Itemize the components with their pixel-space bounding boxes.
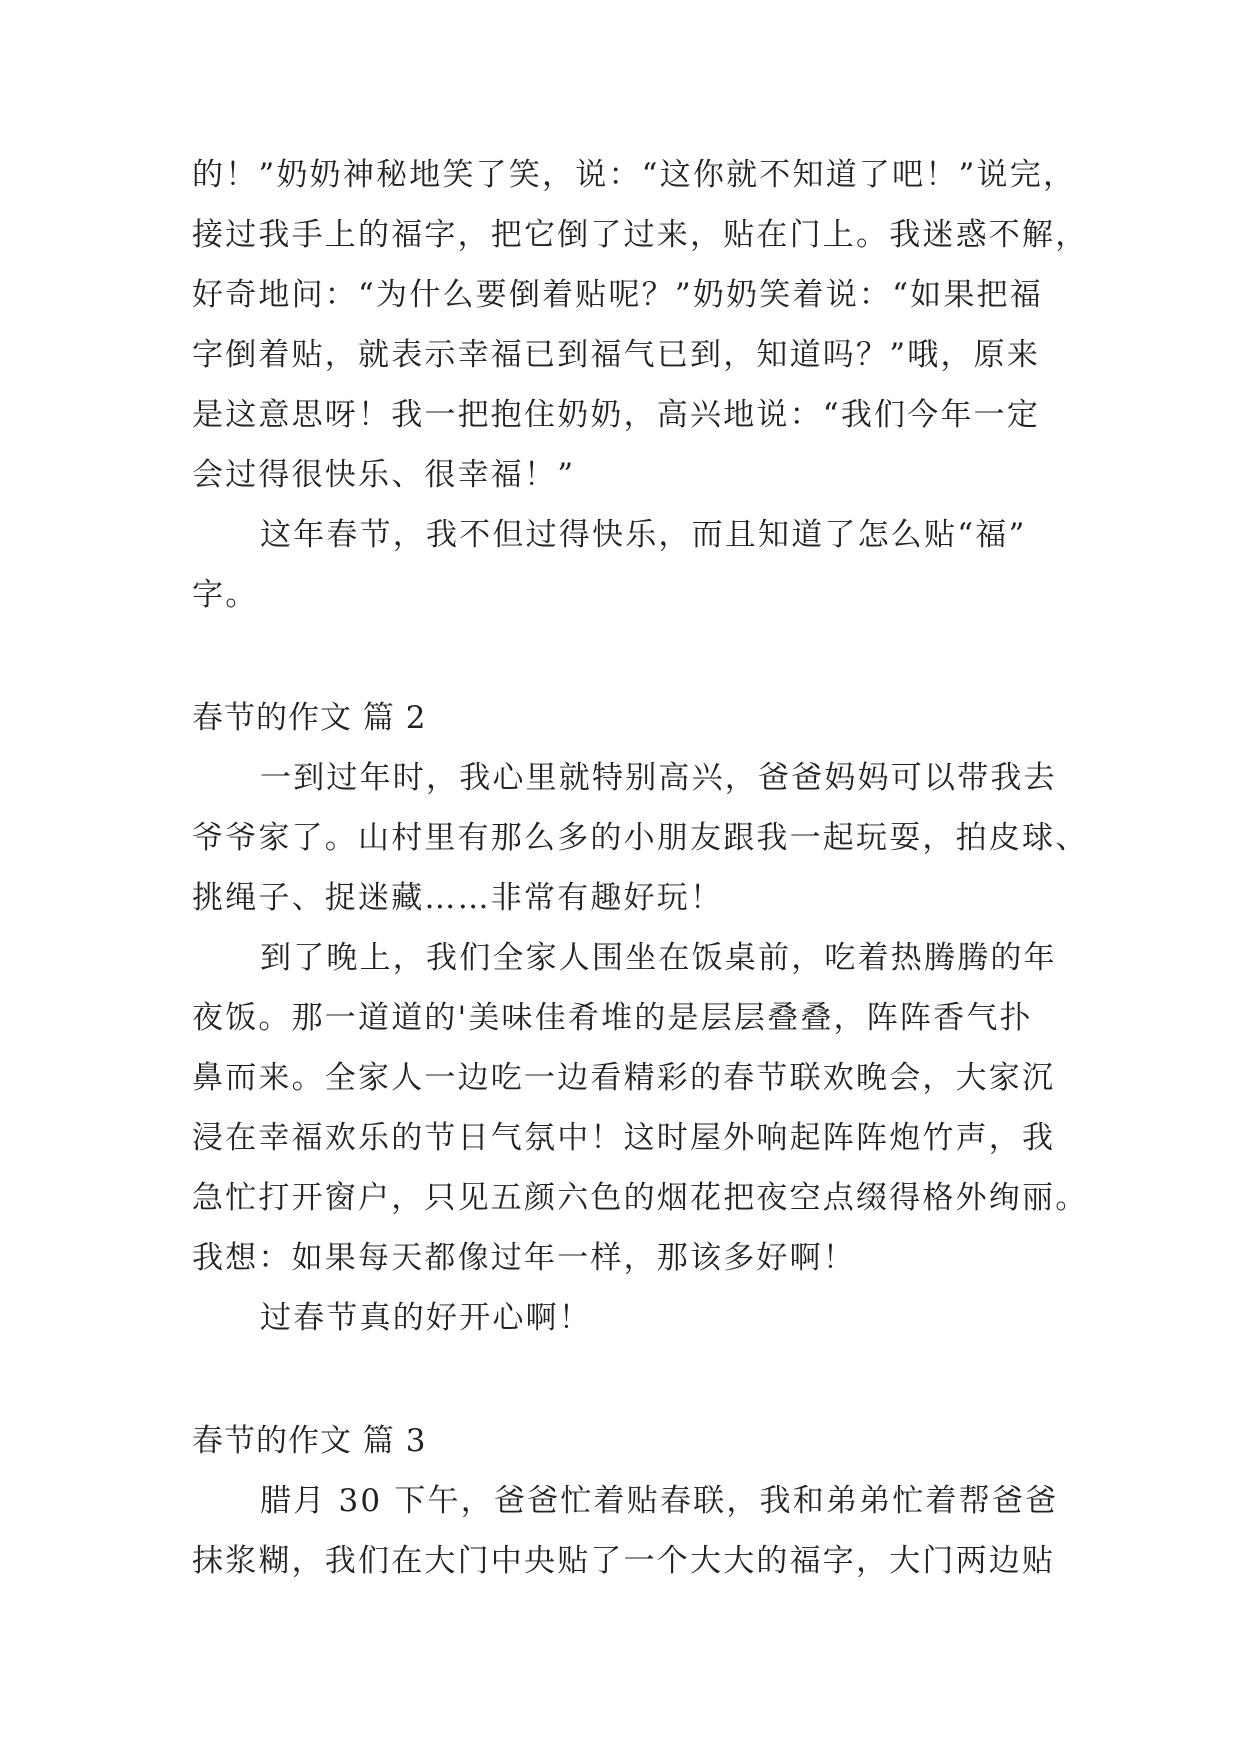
- text-line: 会过得很快乐、很幸福！”: [192, 457, 576, 493]
- text-line: 这年春节，我不但过得快乐，而且知道了怎么贴“福”: [260, 517, 1027, 553]
- text-line: 一到过年时，我心里就特别高兴，爸爸妈妈可以带我去: [260, 760, 1057, 796]
- text-line: 过春节真的好开心啊！: [260, 1300, 592, 1336]
- text-line: 鼻而来。全家人一边吃一边看精彩的春节联欢晚会，大家沉: [192, 1060, 1056, 1096]
- text-line: 是这意思呀！我一把抱住奶奶，高兴地说：“我们今年一定: [192, 397, 1041, 433]
- text-line: 夜饭。那一道道的'美味佳肴堆的是层层叠叠，阵阵香气扑: [192, 1000, 1033, 1036]
- text-line: 到了晚上，我们全家人围坐在饭桌前，吃着热腾腾的年: [260, 940, 1057, 976]
- text-line: 字倒着贴，就表示幸福已到福气已到，知道吗？”哦，原来: [192, 337, 1041, 373]
- text-line: 挑绳子、捉迷藏……非常有趣好玩！: [192, 880, 724, 916]
- text-line: 的！”奶奶神秘地笑了笑，说：“这你就不知道了吧！”说完，: [192, 157, 1077, 193]
- text-line: 接过我手上的福字，把它倒了过来，贴在门上。我迷惑不解，: [192, 217, 1089, 253]
- text-line: 好奇地问：“为什么要倒着贴呢？”奶奶笑着说：“如果把福: [192, 277, 1043, 313]
- text-line: 爷爷家了。山村里有那么多的小朋友跟我一起玩耍，拍皮球、: [192, 820, 1089, 856]
- text-line: 浸在幸福欢乐的节日气氛中！这时屋外响起阵阵炮竹声，我: [192, 1120, 1056, 1156]
- text-line: 字。: [192, 577, 259, 613]
- section-heading: 春节的作文 篇 2: [192, 700, 427, 736]
- text-line: 抹浆糊，我们在大门中央贴了一个大大的福字，大门两边贴: [192, 1543, 1056, 1579]
- section-heading: 春节的作文 篇 3: [192, 1423, 427, 1459]
- text-line: 腊月 30 下午，爸爸忙着贴春联，我和弟弟忙着帮爸爸: [260, 1483, 1059, 1519]
- text-line: 急忙打开窗户，只见五颜六色的烟花把夜空点缀得格外绚丽。: [192, 1180, 1089, 1216]
- text-line: 我想：如果每天都像过年一样，那该多好啊！: [192, 1240, 856, 1276]
